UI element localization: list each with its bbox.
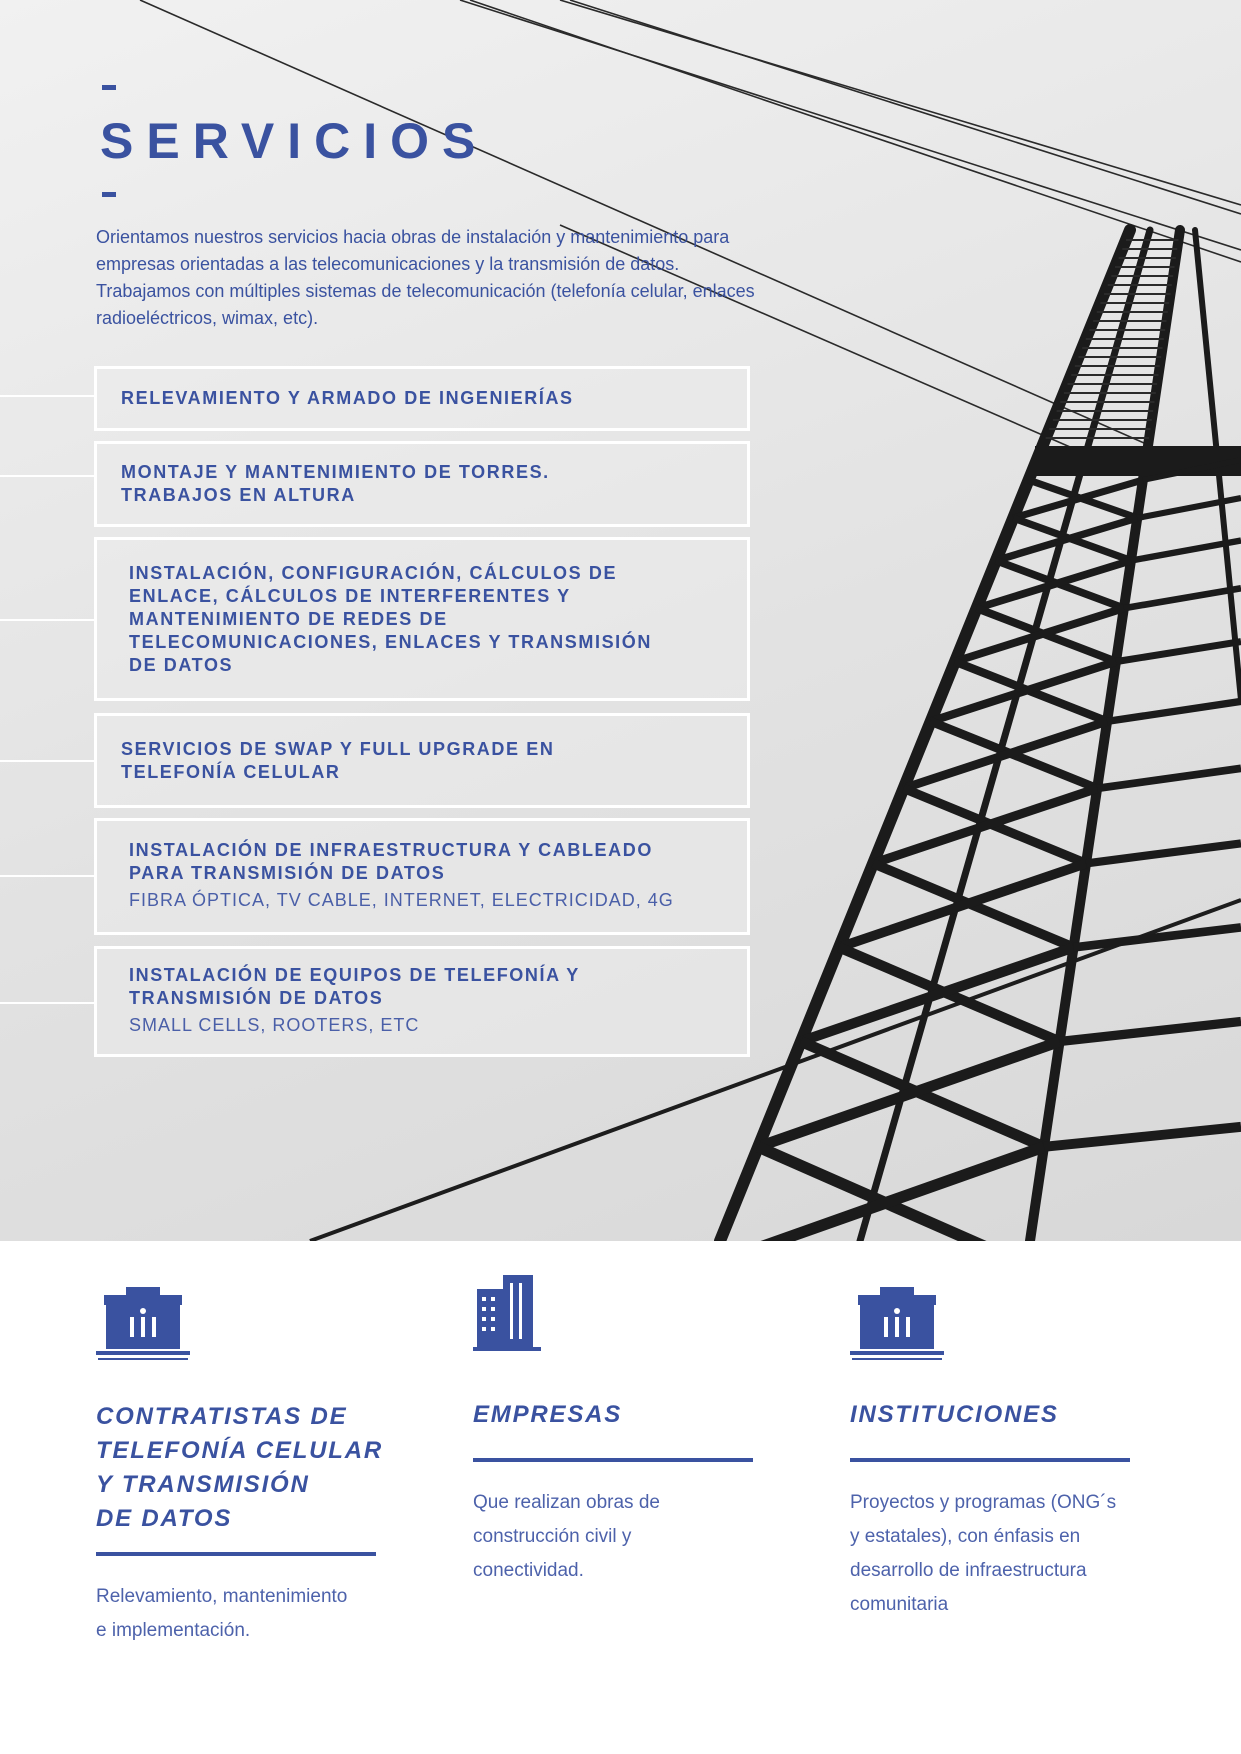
service-connector-line bbox=[0, 475, 94, 477]
service-title: INSTALACIÓN DE INFRAESTRUCTURA Y CABLEADO PARA TRANSMISIÓN DE DATOS bbox=[129, 840, 653, 883]
service-subtitle: SMALL CELLS, ROOTERS, ETC bbox=[129, 1015, 420, 1035]
office-buildings-icon bbox=[473, 1271, 773, 1361]
client-description: Relevamiento, mantenimiento e implementación. bbox=[96, 1586, 348, 1641]
service-title: SERVICIOS DE SWAP Y FULL UPGRADE EN TELEFONÍA CELULAR bbox=[121, 738, 555, 782]
client-divider bbox=[473, 1458, 753, 1462]
service-connector-line bbox=[0, 619, 94, 621]
title-dash-top bbox=[102, 85, 116, 90]
service-title: MONTAJE Y MANTENIMIENTO DE TORRES. TRABAJOS EN ALTURA bbox=[121, 462, 550, 505]
client-column-contratistas bbox=[96, 1285, 396, 1641]
service-connector-line bbox=[0, 760, 94, 762]
service-item bbox=[94, 366, 750, 431]
service-connector-line bbox=[0, 875, 94, 877]
service-item bbox=[94, 713, 750, 808]
client-column-instituciones bbox=[850, 1285, 1150, 1615]
client-title: INSTITUCIONES bbox=[850, 1401, 1059, 1428]
service-item bbox=[94, 946, 750, 1057]
service-subtitle: FIBRA ÓPTICA, TV CABLE, INTERNET, ELECTRICIDAD, 4G bbox=[129, 890, 674, 910]
client-column-empresas bbox=[473, 1285, 773, 1581]
service-connector-line bbox=[0, 1002, 94, 1004]
service-item bbox=[94, 818, 750, 935]
service-item bbox=[94, 441, 750, 527]
client-divider bbox=[96, 1552, 376, 1556]
service-title: INSTALACIÓN DE EQUIPOS DE TELEFONÍA Y TRANSMISIÓN DE DATOS bbox=[129, 965, 580, 1008]
client-description: Proyectos y programas (ONG´s y estatales), con énfasis en desarrollo de infraestructura comunitaria bbox=[850, 1492, 1117, 1615]
page-title: SERVICIOS bbox=[100, 113, 489, 169]
title-dash-bottom bbox=[102, 192, 116, 197]
client-divider bbox=[850, 1458, 1130, 1462]
service-item bbox=[94, 537, 750, 701]
service-connector-line bbox=[0, 395, 94, 397]
client-description: Que realizan obras de construcción civil y conectividad. bbox=[473, 1492, 660, 1581]
service-title: RELEVAMIENTO Y ARMADO DE INGENIERÍAS bbox=[121, 388, 574, 408]
intro-paragraph: Orientamos nuestros servicios hacia obras de instalación y mantenimiento para empresas orientadas a las telecomunicaciones y la transmisión de datos. Trabajamos con múltiples sistemas de telecomunicación (telefonía celular, enlaces radioeléctricos, wimax, etc). bbox=[96, 227, 755, 328]
client-title: CONTRATISTAS DE TELEFONÍA CELULAR Y TRANSMISIÓN DE DATOS bbox=[96, 1403, 384, 1532]
institution-building-icon bbox=[850, 1285, 1150, 1375]
service-title: INSTALACIÓN, CONFIGURACIÓN, CÁLCULOS DE ENLACE, CÁLCULOS DE INTERFERENTES Y MANTENIMIENTO DE REDES DE TELECOMUNICACIONES, ENLACES Y TRANSMISIÓN DE DATOS bbox=[129, 562, 652, 675]
client-title: EMPRESAS bbox=[473, 1401, 623, 1428]
institution-building-icon bbox=[96, 1285, 396, 1375]
